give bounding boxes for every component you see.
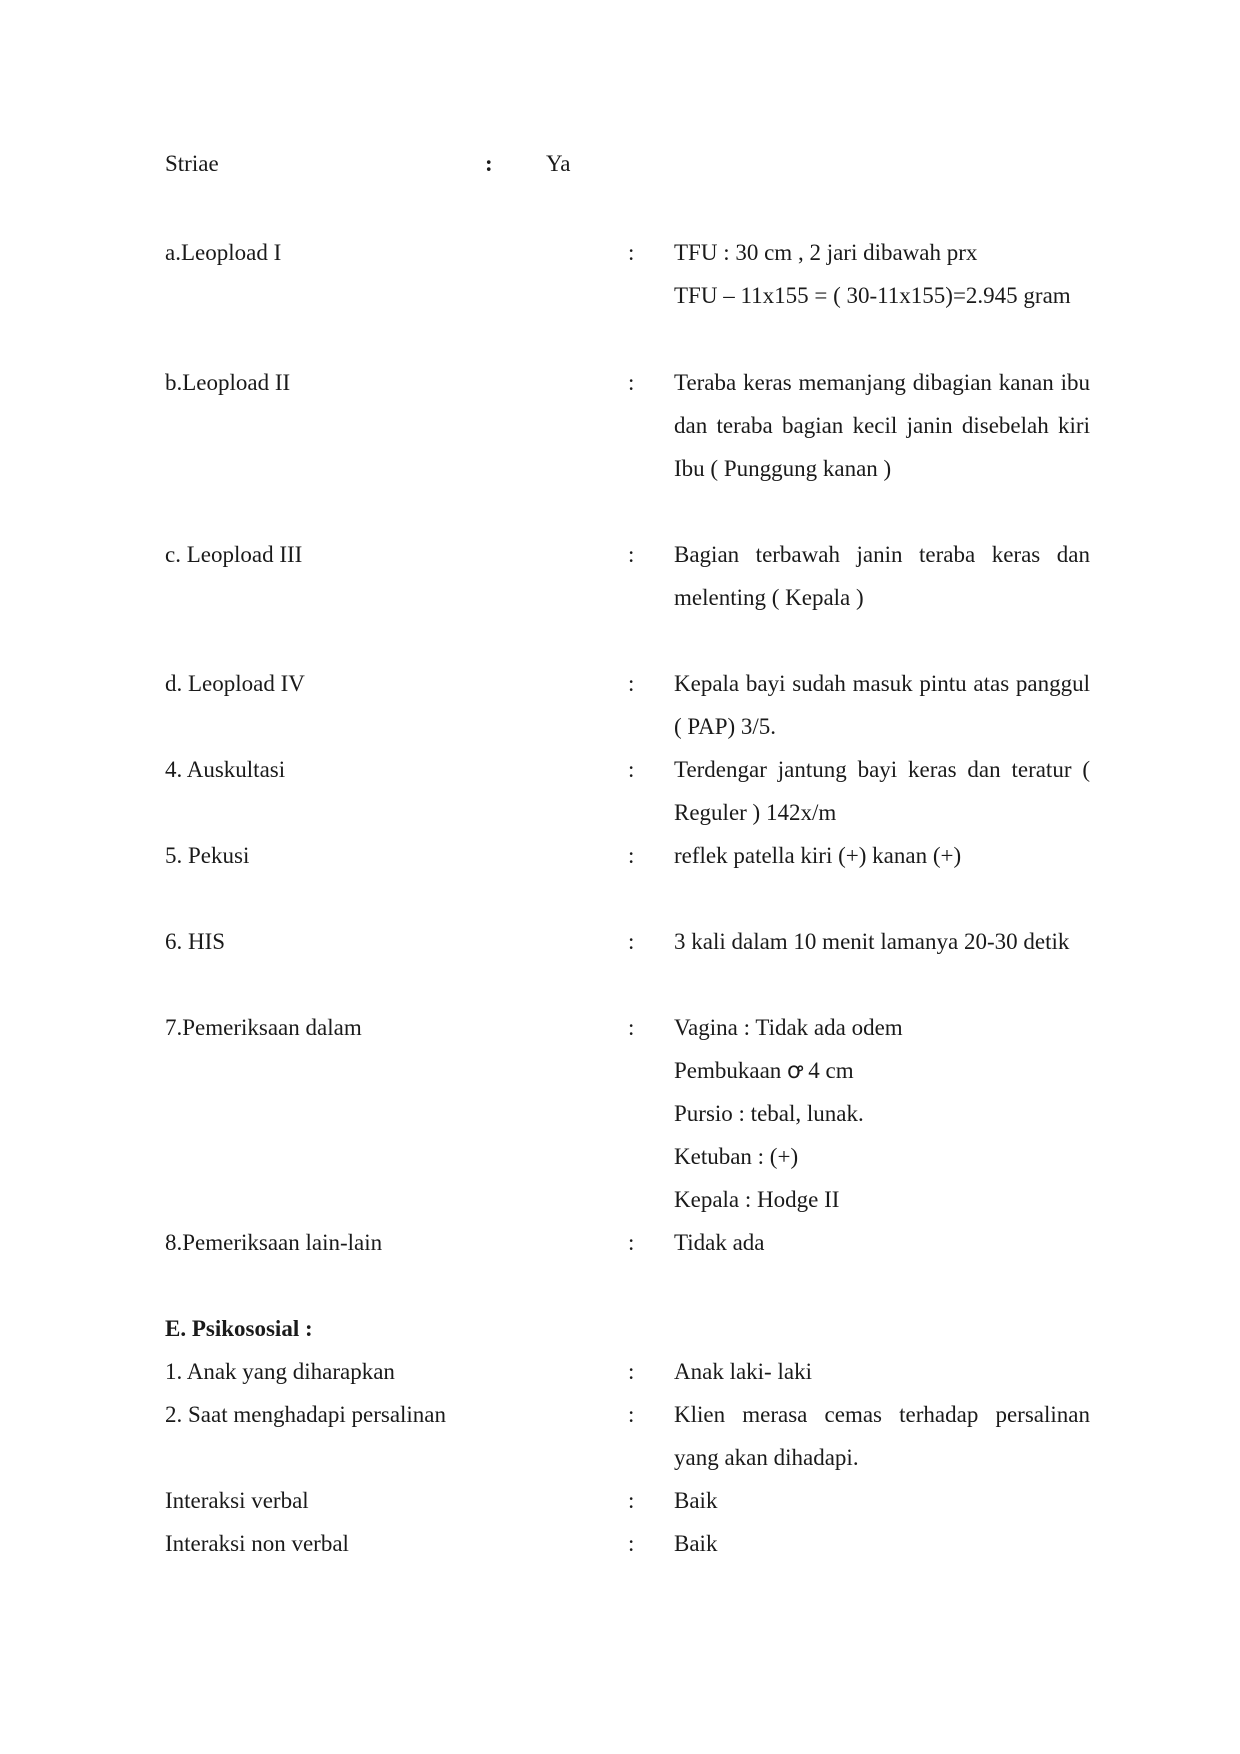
field-value <box>674 231 1090 317</box>
field-label: Interaksi verbal <box>165 1488 309 1513</box>
value-line: Pursio : tebal, lunak. <box>674 1101 864 1126</box>
field-colon: : <box>628 757 635 782</box>
field-label: Striae <box>165 151 219 176</box>
field-his <box>0 920 1240 964</box>
field-label: d. Leopload IV <box>165 671 305 696</box>
field-colon: : <box>628 542 635 567</box>
field-colon: : <box>628 1359 635 1384</box>
field-value: Baik <box>674 1531 718 1556</box>
field-leopload-2 <box>0 361 1240 481</box>
field-label: Interaksi non verbal <box>165 1531 349 1556</box>
value-line: Kepala : Hodge II <box>674 1187 840 1212</box>
field-value: 3 kali dalam 10 menit lamanya 20-30 detik <box>674 929 1070 954</box>
field-label: 4. Auskultasi <box>165 757 286 782</box>
value-line: TFU – 11x155 = ( 30-11x155)=2.945 gram <box>674 283 1071 308</box>
field-label: 5. Pekusi <box>165 843 250 868</box>
field-interaksi-non-verbal <box>0 1522 1240 1566</box>
field-label: a.Leopload I <box>165 240 282 265</box>
section-heading-psikososial <box>0 1307 1240 1351</box>
value-line: Vagina : Tidak ada odem <box>674 1015 903 1040</box>
field-colon: : <box>628 1402 635 1427</box>
field-leopload-1 <box>0 231 1240 308</box>
field-value: Terdengar jantung bayi keras dan teratur ( Reguler ) 142x/m <box>674 757 1090 825</box>
field-colon: : <box>628 1488 635 1513</box>
field-value: Bagian terbawah janin teraba keras dan melenting ( Kepala ) <box>674 542 1090 610</box>
field-anak-diharapkan <box>0 1350 1240 1394</box>
field-colon: : <box>628 240 635 265</box>
field-pemeriksaan-lain <box>0 1221 1240 1265</box>
field-value: reflek patella kiri (+) kanan (+) <box>674 843 962 868</box>
field-leopload-3 <box>0 533 1240 610</box>
field-label: c. Leopload III <box>165 542 303 567</box>
field-colon: : <box>628 370 635 395</box>
field-colon: : <box>628 929 635 954</box>
field-label: b.Leopload II <box>165 370 291 395</box>
field-label: 6. HIS <box>165 929 226 954</box>
field-menghadapi-persalinan <box>0 1393 1240 1470</box>
field-leopload-4 <box>0 662 1240 739</box>
field-colon: : <box>628 1531 635 1556</box>
field-colon: : <box>628 671 635 696</box>
value-line: TFU : 30 cm , 2 jari dibawah prx <box>674 240 978 265</box>
field-value: Ya <box>546 151 571 176</box>
field-striae <box>0 142 1240 186</box>
value-line: Pembukaan ꝍ 4 cm <box>674 1058 854 1083</box>
field-label: 1. Anak yang diharapkan <box>165 1359 395 1384</box>
field-interaksi-verbal <box>0 1479 1240 1523</box>
field-value: Baik <box>674 1488 718 1513</box>
field-label: 7.Pemeriksaan dalam <box>165 1015 362 1040</box>
field-pemeriksaan-dalam <box>0 1006 1240 1212</box>
field-colon: : <box>485 151 493 176</box>
field-colon: : <box>628 843 635 868</box>
section-heading: E. Psikososial : <box>165 1316 313 1341</box>
field-value <box>674 1006 1090 1221</box>
field-label: 8.Pemeriksaan lain-lain <box>165 1230 383 1255</box>
field-pekusi <box>0 834 1240 878</box>
field-label: 2. Saat menghadapi persalinan <box>165 1402 447 1427</box>
field-value: Kepala bayi sudah masuk pintu atas panggul ( PAP) 3/5. <box>674 671 1090 739</box>
field-value: Teraba keras memanjang dibagian kanan ibu dan teraba bagian kecil janin disebelah kiri Ibu ( Punggung kanan ) <box>674 370 1090 481</box>
field-value: Anak laki- laki <box>674 1359 812 1384</box>
value-line: Ketuban : (+) <box>674 1144 799 1169</box>
field-auskultasi <box>0 748 1240 825</box>
field-value: Klien merasa cemas terhadap persalinan yang akan dihadapi. <box>674 1402 1090 1470</box>
field-colon: : <box>628 1230 635 1255</box>
field-value: Tidak ada <box>674 1230 765 1255</box>
field-colon: : <box>628 1015 635 1040</box>
